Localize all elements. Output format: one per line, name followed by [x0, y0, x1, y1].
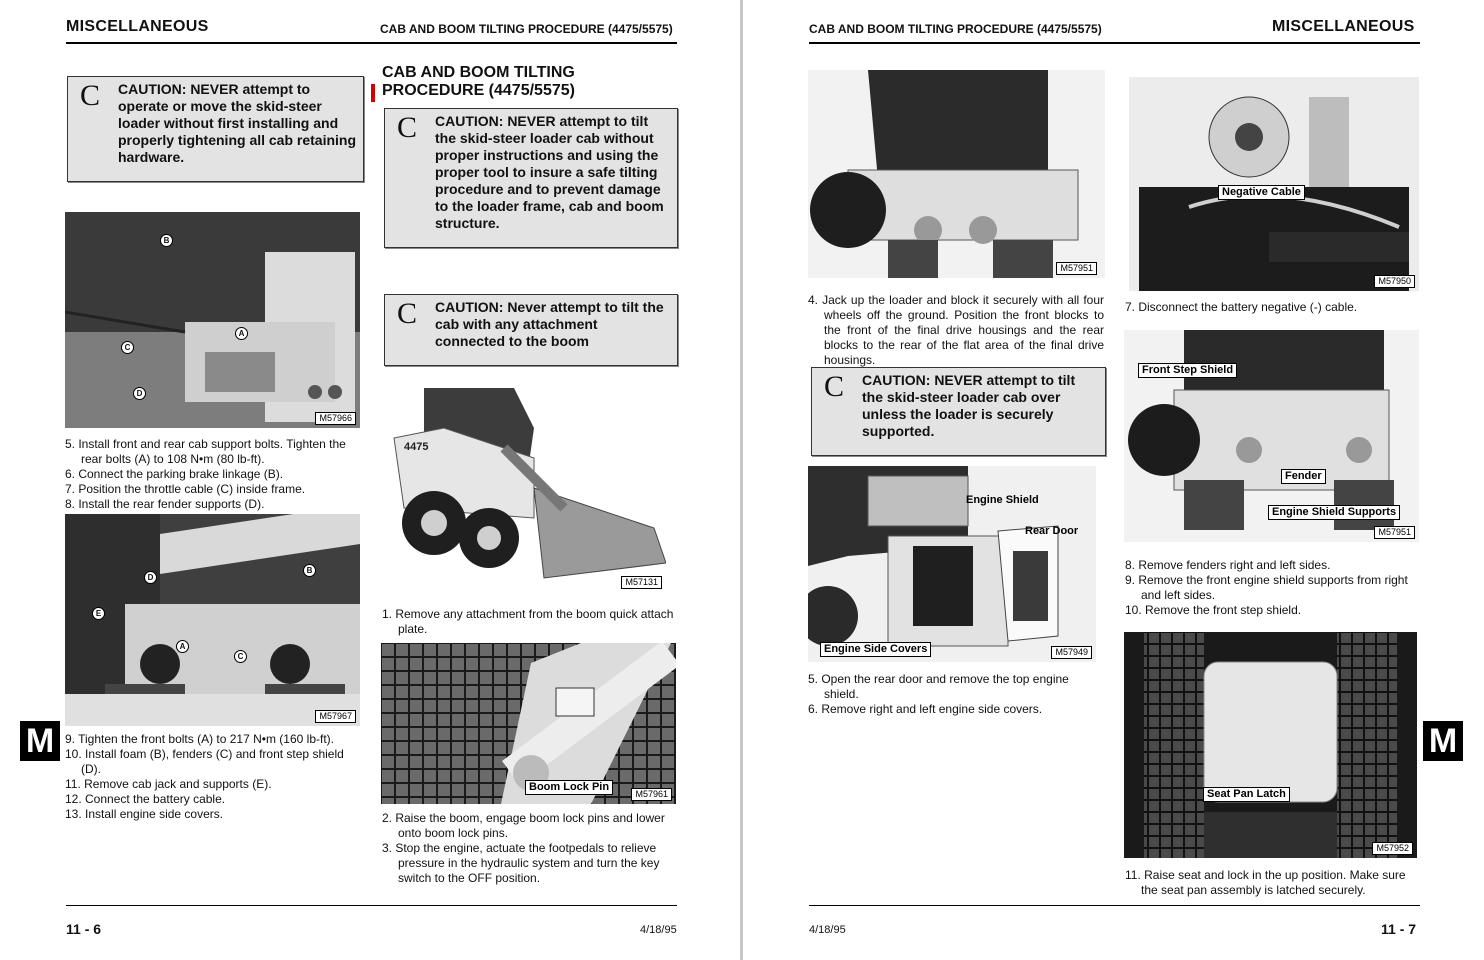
photo-seat-pan-latch-graphic: [1124, 632, 1417, 858]
header-section-right: MISCELLANEOUS: [1272, 18, 1415, 35]
steps-5-6: [808, 672, 1104, 717]
section-title: CAB AND BOOM TILTING PROCEDURE (4475/5575): [382, 64, 575, 99]
label-negative-cable: Negative Cable: [1218, 185, 1305, 200]
step-5: 5. Open the rear door and remove the top engine shield.: [808, 672, 1069, 701]
photo-code: M57961: [631, 788, 672, 801]
step-8: 8. Install the rear fender supports (D).: [65, 497, 265, 511]
step-7: 7. Position the throttle cable (C) inside frame.: [65, 482, 306, 496]
photo-code: M57949: [1051, 646, 1092, 659]
photo-fender-step-shield: [1124, 330, 1419, 542]
label-engine-shield-supports: Engine Shield Supports: [1268, 505, 1400, 520]
step-2: 2. Raise the boom, engage boom lock pins and lower onto boom lock pins.: [382, 811, 665, 840]
label-engine-shield: Engine Shield: [966, 494, 1039, 506]
callout-d: D: [144, 571, 157, 584]
label-fender: Fender: [1281, 469, 1326, 484]
photo-boom-lock-pin: [381, 643, 676, 804]
caution-text-4: CAUTION: NEVER attempt to tilt the skid-steer loader cab over unless the loader is securely supported.: [862, 372, 1076, 439]
step-9: 9. Tighten the front bolts (A) to 217 N•m (160 lb-ft).: [65, 732, 334, 746]
steps-5-8: [65, 437, 360, 512]
caution-text-2: CAUTION: NEVER attempt to tilt the skid-steer loader cab without proper instructions and using the proper tool to insure a safe tilting procedure and to prevent damage to the loader frame, cab and boom structure.: [435, 113, 664, 231]
photo-negative-cable: [1129, 77, 1419, 291]
callout-c: C: [234, 650, 247, 663]
label-engine-side-covers: Engine Side Covers: [820, 642, 931, 657]
steps-7: [1125, 300, 1419, 315]
callout-a: A: [235, 327, 248, 340]
photo-code: M57950: [1374, 275, 1415, 288]
step-8: 8. Remove fenders right and left sides.: [1125, 558, 1331, 572]
step-6: 6. Connect the parking brake linkage (B).: [65, 467, 284, 481]
photo-negative-cable-graphic: [1129, 77, 1419, 291]
photo-cab-support-bolts: [65, 212, 360, 428]
photo-engine-shield-graphic: [808, 466, 1096, 662]
label-front-step-shield: Front Step Shield: [1138, 363, 1237, 378]
footer-rule-left: [66, 905, 677, 906]
header-title-right: CAB AND BOOM TILTING PROCEDURE (4475/5575): [809, 22, 1102, 36]
step-12: 12. Connect the battery cable.: [65, 792, 226, 806]
step-1: 1. Remove any attachment from the boom quick attach plate.: [382, 607, 674, 636]
date-left: 4/18/95: [640, 924, 677, 936]
steps-1: [382, 607, 676, 637]
label-seat-pan-latch: Seat Pan Latch: [1203, 787, 1290, 802]
steps-9-13: [65, 732, 360, 822]
caution-text-3: CAUTION: Never attempt to tilt the cab with any attachment connected to the boom: [435, 299, 664, 349]
photo-code: M57951: [1056, 262, 1097, 275]
photo-front-bolts: [65, 514, 360, 726]
step-11: 11. Remove cab jack and supports (E).: [65, 777, 272, 791]
steps-4: [808, 293, 1104, 368]
step-5: 5. Install front and rear cab support bolts. Tighten the rear bolts (A) to 108 N•m (80 lb-ft).: [65, 437, 346, 466]
section-tab-m: M: [1423, 721, 1463, 761]
footer-rule-right: [809, 905, 1420, 906]
date-right: 4/18/95: [809, 924, 846, 936]
step-6: 6. Remove right and left engine side covers.: [808, 702, 1043, 716]
caution-icon: C: [824, 370, 845, 403]
photo-cab-support-bolts-graphic: [65, 212, 360, 428]
callout-a: A: [176, 640, 189, 653]
photo-skid-steer-loader-graphic: [384, 388, 666, 592]
photo-seat-pan-latch: [1124, 632, 1417, 858]
right-page: [743, 0, 1484, 960]
photo-code: M57967: [315, 710, 356, 723]
page-number-right: 11 - 7: [1381, 921, 1417, 937]
step-4: 4. Jack up the loader and block it securely with all four wheels off the ground. Position the front blocks to the front of the final drive housings and the rear blocks to the rear of the flat area of the final drive housings.: [808, 293, 1104, 367]
step-7: 7. Disconnect the battery negative (-) cable.: [1125, 300, 1358, 314]
callout-b: B: [160, 234, 173, 247]
header-section-left: MISCELLANEOUS: [66, 18, 209, 35]
left-page: [0, 0, 740, 960]
caution-icon: C: [397, 297, 418, 330]
photo-code: M57952: [1372, 842, 1413, 855]
photo-code: M57966: [315, 412, 356, 425]
caution-box-3: [384, 294, 678, 366]
callout-b: B: [303, 564, 316, 577]
photo-code: M57951: [1374, 526, 1415, 539]
caution-icon: C: [397, 111, 418, 144]
header-title-left: CAB AND BOOM TILTING PROCEDURE (4475/5575): [380, 22, 673, 36]
photo-skid-steer-loader: [384, 388, 666, 592]
loader-model-decal: 4475: [404, 441, 429, 453]
callout-e: E: [92, 607, 105, 620]
step-11: 11. Raise seat and lock in the up position. Make sure the seat pan assembly is latched securely.: [1125, 868, 1406, 897]
header-rule-left: [66, 42, 677, 44]
step-10: 10. Install foam (B), fenders (C) and front step shield (D).: [65, 747, 344, 776]
caution-box-1: [67, 76, 364, 182]
step-3: 3. Stop the engine, actuate the footpedals to relieve pressure in the hydraulic system and turn the key switch to the OFF position.: [382, 841, 660, 885]
header-rule-right: [809, 42, 1420, 44]
callout-c: C: [121, 341, 134, 354]
step-13: 13. Install engine side covers.: [65, 807, 224, 821]
steps-8-10: [1125, 558, 1419, 618]
caution-box-2: [384, 108, 678, 248]
photo-front-bolts-graphic: [65, 514, 360, 726]
photo-loader-on-blocks: [808, 70, 1105, 278]
photo-engine-shield: [808, 466, 1096, 662]
page-number-left: 11 - 6: [66, 921, 102, 937]
photo-loader-on-blocks-graphic: [808, 70, 1105, 278]
steps-11: [1125, 868, 1419, 898]
step-10: 10. Remove the front step shield.: [1125, 603, 1302, 617]
label-boom-lock-pin: Boom Lock Pin: [525, 780, 613, 795]
step-9: 9. Remove the front engine shield supports from right and left sides.: [1125, 573, 1408, 602]
caution-icon: C: [80, 79, 101, 112]
steps-2-3: [382, 811, 676, 886]
caution-box-4: [811, 367, 1106, 456]
section-tab-m: M: [20, 721, 60, 761]
caution-text-1: CAUTION: NEVER attempt to operate or move the skid-steer loader without first installing and properly tightening all cab retaining hardware.: [118, 81, 357, 165]
callout-d: D: [133, 387, 146, 400]
label-rear-door: Rear Door: [1025, 525, 1079, 537]
photo-code: M57131: [621, 576, 662, 589]
revision-bar: [371, 84, 375, 102]
